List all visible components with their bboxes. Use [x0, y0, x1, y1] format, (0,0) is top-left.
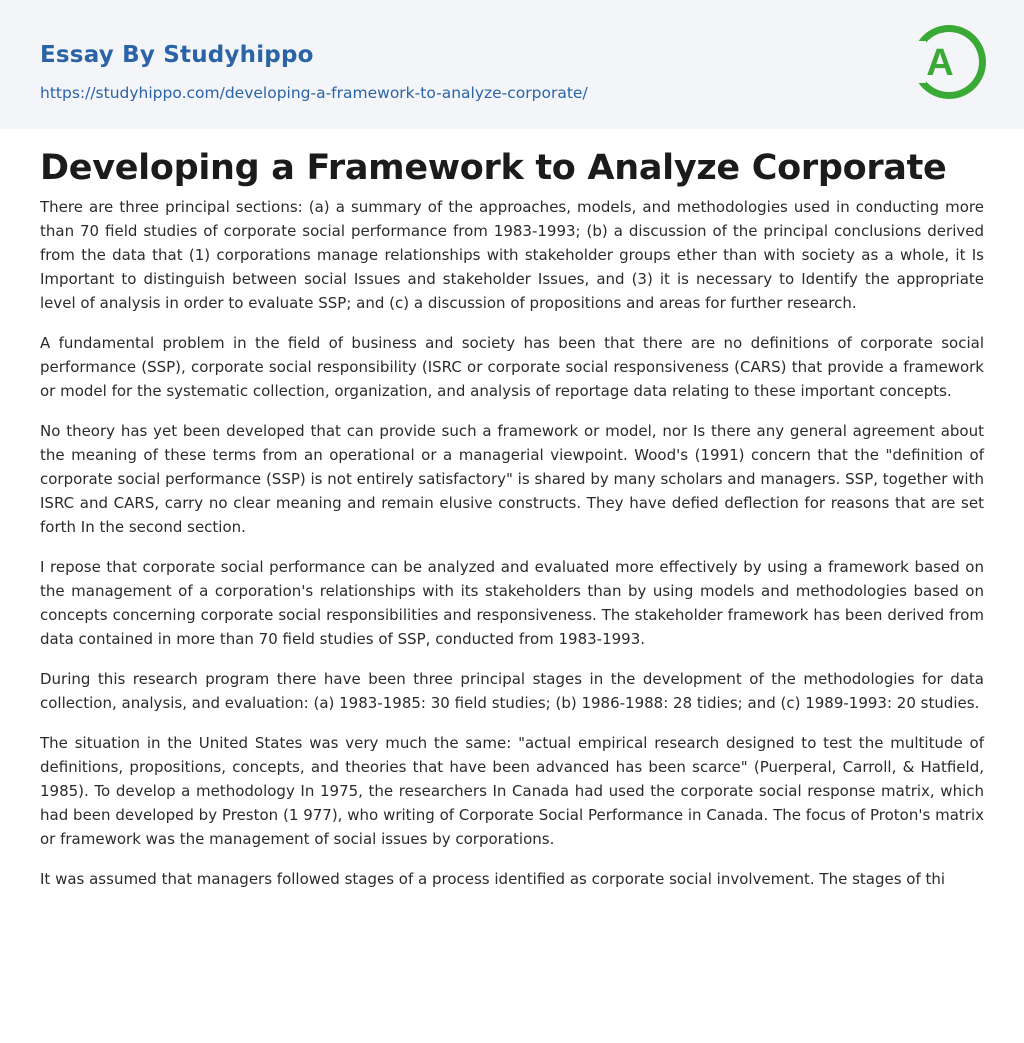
essay-paragraph: There are three principal sections: (a) a summary of the approaches, models, and methodologies used in conducting more than 70 field studies of corporate social performance from 1983-1993; (b) a discussion of the principal conclusions derived from the data that (1) corporations manage relationships with stakeholder groups ether than with society as a whole, it Is Important to distinguish between social Issues and stakeholder Issues, and (3) it is necessary to Identify the appropriate level of analysis in order to evaluate SSP; and (c) a discussion of propositions and areas for further research. — [40, 198, 984, 312]
essay-paragraph: A fundamental problem in the field of business and society has been that there are no definitions of corporate social performance (SSP), corporate social responsibility (ISRC or corporate social responsiveness (CARS) that provide a framework or model for the systematic collection, organization, and analysis of reportage data relating to these important concepts. — [40, 334, 984, 400]
logo-letter: A — [926, 42, 954, 84]
essay-paragraph: During this research program there have been three principal stages in the development of the methodologies for data collection, analysis, and evaluation: (a) 1983-1985: 30 field studies; (b) 1986-1988: 28 tidies; and (c) 1989-1993: 20 studies. — [40, 670, 984, 712]
page-url-link[interactable]: https://studyhippo.com/developing-a-framework-to-analyze-corporate/ — [40, 84, 588, 102]
site-header — [0, 0, 1024, 129]
essay-content — [0, 129, 1024, 891]
essay-paragraph: No theory has yet been developed that can provide such a framework or model, nor Is there any general agreement about the meaning of these terms from an operational or a managerial viewpoint. Wood's (1991) concern that the "definition of corporate social performance (SSP) is not entirely satisfactory" is shared by many scholars and managers. SSP, together with ISRC and CARS, carry no clear meaning and remain elusive constructs. They have defied deflection for reasons that are set forth In the second section. — [40, 422, 984, 536]
essay-title: Developing a Framework to Analyze Corporate — [40, 148, 947, 188]
essay-paragraph: It was assumed that managers followed stages of a process identified as corporate social involvement. The stages of thi — [40, 870, 946, 888]
logo-gap — [912, 41, 926, 83]
essay-paragraph: I repose that corporate social performance can be analyzed and evaluated more effectively by using a framework based on the management of a corporation's relationships with its stakeholders than by using models and methodologies based on concepts concerning corporate social responsibilities and responsiveness. The stakeholder framework has been derived from data contained in more than 70 field studies of SSP, conducted from 1983-1993. — [40, 558, 984, 648]
essay-body — [40, 195, 984, 891]
studyhippo-logo-icon[interactable] — [912, 19, 986, 105]
site-brand[interactable]: Essay By Studyhippo — [40, 42, 314, 68]
essay-paragraph: The situation in the United States was very much the same: "actual empirical research designed to test the multitude of definitions, propositions, concepts, and theories that have been advanced has been scarce" (Puerperal, Carroll, & Hatfield, 1985). To develop a methodology In 1975, the researchers In Canada had used the corporate social response matrix, which had been developed by Preston (1 977), who writing of Corporate Social Performance in Canada. The focus of Proton's matrix or framework was the management of social issues by corporations. — [40, 734, 984, 848]
